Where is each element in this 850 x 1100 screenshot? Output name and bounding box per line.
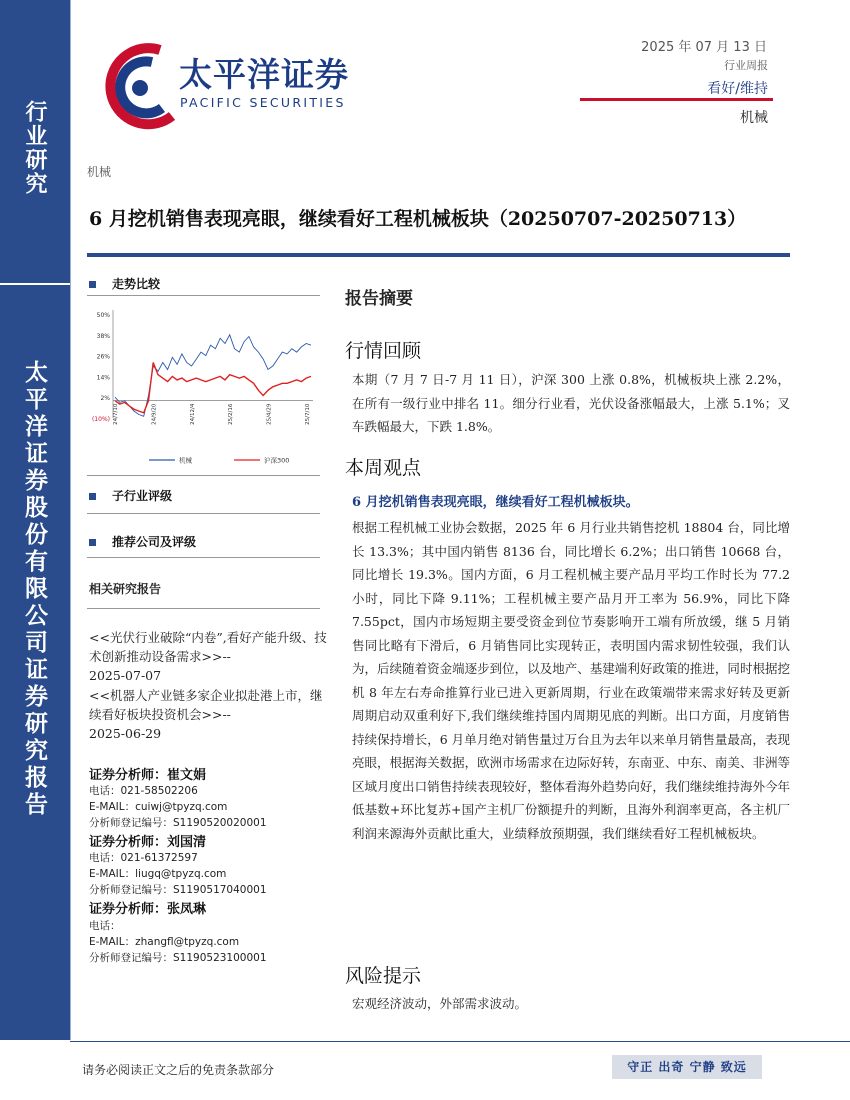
analyst-name: 证券分析师：刘国清 [89,835,207,850]
related-report-date: 2025-06-29 [89,726,162,741]
analyst-name: 证券分析师：崔文娟 [89,768,207,783]
trend-chart-svg [87,300,320,472]
x-tick-label: 25/4/29 [266,403,273,425]
view-paragraph: 根据工程机械工业协会数据，2025 年 6 月行业共销售挖机 18804 台，同比增长 13.3%；其中国内销售 8136 台，同比增长 6.2%；出口销售 10668 台，同比增长 19.3%。国内方面，6 月工程机械主要产品月平均工作时长为 77.2 小时，同比下降 9.11%；工程机械主要产品月开工率为 56.9%，同比下降 7.55pct，国内市场短期主要受资金到位节奏影响开工端有所放缓，继 5 月销售同比略有下滑后，6 月销售同比实现转正，表明国内需求韧性较强，我们认为，后续随着资金端逐步到位，以及地产、基建端利好政策的推进，同时根据挖机 8 年左右寿命推算行业已进入更新周期，行业在政策端带来需求好转及更新周期启动双重利好下,我们继续维持国内周期见底的判断。出口方面，月度销售持续保持增长，6 月单月绝对销售量过万台且为去年以来单月销售量最高，表现亮眼，根据海关数据，欧洲市场需求在边际好转，东南亚、中东、南美、非洲等区域月度出口销售持续表现较好，整体看海外趋势向好，我们继续维持海外今年低基数+环比复苏+国产主机厂份额提升的判断，且海外利润率更高，各主机厂利润来源海外贡献比重大，业绩释放预期强，我们继续看好工程机械板块。 [352,520,790,841]
x-tick-label: 25/2/16 [228,403,235,425]
related-report-text[interactable]: <<光伏行业破除“内卷”,看好产能升级、技术创新推动设备需求>>-- [89,630,327,664]
sidebar-top-label: 行业研究 [22,100,48,196]
y-tick-label: 38% [96,332,110,340]
category-label: 机械 [87,165,112,179]
analyst-phone: 电话：021-58502206 [89,785,198,797]
square-bullet-icon [89,539,96,546]
analyst-reg: 分析师登记编号：S1190520020001 [89,817,267,829]
industry-rating-heading [89,487,172,504]
footer-disclaimer[interactable]: 请务必阅读正文之后的免责条款部分 [82,1063,275,1077]
header-red-rule [580,98,773,101]
trend-chart [87,300,320,472]
analyst-reg: 分析师登记编号：S1190523100001 [89,952,267,964]
legend-label: 沪深300 [264,456,290,465]
analyst-phone: 电话：021-61372597 [89,852,198,864]
analyst-email[interactable]: E-MAIL：cuiwj@tpyzq.com [89,801,228,813]
analyst-phone: 电话： [89,920,121,932]
series-line-machinery [115,335,311,417]
related-reports-title: 相关研究报告 [89,582,162,596]
related-report-item[interactable] [89,628,329,685]
sidebar-bottom-band [0,285,70,1040]
sidebar-bottom-label: 太平洋证券股份有限公司证券研究报告 [21,360,48,819]
pacific-logo-icon [100,38,180,138]
analyst-email[interactable]: E-MAIL：liugq@tpyzq.com [89,868,227,880]
related-report-text[interactable]: <<机器人产业链多家企业拟赴港上市，继续看好板块投资机会>>-- [89,688,323,722]
sidebar-top-band [0,0,70,283]
square-bullet-icon [89,281,96,288]
y-tick-label: 50% [96,312,110,319]
y-tick-label: 14% [96,374,110,382]
analyst-reg: 分析师登记编号：S1190517040001 [89,884,267,896]
related-report-date: 2025-07-07 [89,668,162,683]
section-rule [87,557,320,558]
review-paragraph: 本期（7 月 7 日-7 月 11 日），沪深 300 上涨 0.8%，机械板块上涨 2.2%，在所有一级行业中排名 11。细分行业看，光伏设备涨幅最大，上涨 5.1%；叉车跌幅最大，下跌 1.8%。 [352,372,790,434]
y-tick-label: 2% [100,395,110,403]
sidebar-divider [70,0,71,1040]
recommend-heading [89,533,196,550]
risk-title: 风险提示 [345,965,422,987]
section-rule [87,513,320,514]
section-rule [87,608,320,609]
view-title: 本周观点 [345,457,422,479]
legend-label: 机械 [179,456,192,465]
report-date: 2025 年 07 月 13 日 [641,40,767,55]
report-type: 行业周报 [724,59,768,72]
x-tick-label: 24/9/20 [151,403,158,425]
trend-title: 走势比较 [112,277,161,291]
sector-label: 机械 [740,110,768,126]
trend-section-heading [89,275,160,292]
analyst-email[interactable]: E-MAIL：zhangfl@tpyzq.com [89,936,240,948]
x-tick-label: 25/7/10 [305,403,311,425]
y-tick-label: (10%) [91,416,110,423]
section-rule [87,295,320,296]
series-line-hs300 [115,363,311,413]
logo-text-cn: 太平洋证券 [179,55,349,94]
logo-text-en: PACIFIC SECURITIES [180,95,346,110]
recommend-title: 推荐公司及评级 [112,535,197,549]
rating-label: 看好/维持 [707,81,768,97]
risk-paragraph: 宏观经济波动，外部需求波动。 [352,996,528,1011]
industry-rating-title: 子行业评级 [112,489,173,503]
x-tick-label: 24/7/10 [113,403,119,425]
x-tick-label: 24/12/4 [189,403,196,425]
footer-rule [70,1041,850,1042]
review-title: 行情回顾 [345,340,422,362]
footer-motto: 守正 出奇 宁静 致远 [612,1055,762,1079]
report-title: 6 月挖机销售表现亮眼，继续看好工程机械板块（20250707-20250713） [89,208,747,230]
title-rule [87,253,790,257]
analyst-name: 证券分析师：张凤琳 [89,902,207,917]
related-report-item[interactable] [89,686,329,743]
section-rule [87,475,320,476]
view-headline: 6 月挖机销售表现亮眼，继续看好工程机械板块。 [352,495,639,510]
square-bullet-icon [89,493,96,500]
abstract-title: 报告摘要 [345,289,413,309]
y-tick-label: 26% [96,353,110,361]
